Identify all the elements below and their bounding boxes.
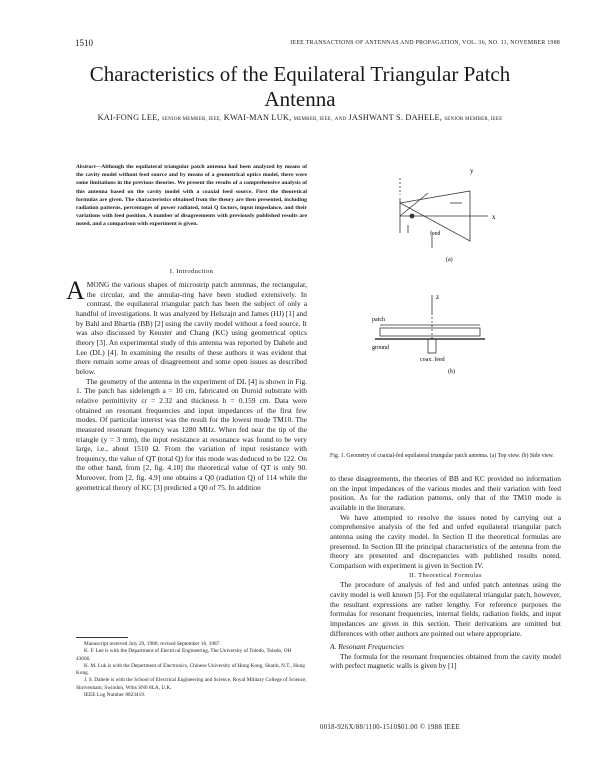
footnote-received: Manuscript received July 29, 1986; revised September 16, 1987. bbox=[84, 641, 221, 647]
author-line bbox=[60, 113, 540, 122]
sidelength-line bbox=[400, 193, 428, 216]
copyright-line: 0018-926X/88/1100-1510$01.00 © 1988 IEEE bbox=[320, 724, 460, 731]
footnote-log: IEEE Log Number 8823419. bbox=[84, 692, 146, 699]
footnote-luk: K. M. Luk is with the Department of Electronics, Chinese University of Hong Kong, Shatin, N.T., Hong Kong. bbox=[76, 662, 305, 677]
right-column-body bbox=[330, 474, 561, 671]
footnote-lee: K. F. Lee is with the Department of Electrical Engineering, The University of Toledo, Toledo, OH 43606. bbox=[76, 648, 292, 662]
section-1-heading: I. Introduction bbox=[169, 268, 214, 275]
author-dahele-grade: SENIOR MEMBER, IEEE bbox=[444, 117, 503, 122]
author-dahele: JASHWANT S. DAHELE, bbox=[348, 113, 443, 122]
footnote-dahele: J. S. Dahele is with the School of Electrical Engineering and Science, Royal Military College of Science, Shrivenham, Swindon, Wilts SN6 8LA, U.K. bbox=[76, 677, 307, 691]
author-luk-grade: MEMBER, IEEE, bbox=[293, 117, 333, 122]
page-number: 1510 bbox=[75, 38, 93, 48]
abstract-label: Abstract bbox=[76, 164, 96, 170]
author-luk: KWAI-MAN LUK, bbox=[223, 113, 292, 122]
abstract-text: —Although the equilateral triangular patch antenna had been analyzed by means of the cavity model without feed source and by means of a geometrical optics model, there were some limitations in the previous theories. We present the results of a comprehensive analysis of this antenna based on the cavity model with a coaxial feed source. First the theoretical formulas are given. The characteristics obtained from the theory are then presented, including radiation patterns, percentages of power radiated, total Q factors, input impedance, and their variations with feed position. A number of disagreements with previously published results are noted, and a comparison with experiment is given. bbox=[76, 164, 307, 228]
label-b: (b) bbox=[448, 369, 455, 375]
coax-connector bbox=[428, 339, 436, 353]
label-feed: feed bbox=[430, 231, 441, 237]
label-z: z bbox=[436, 293, 440, 301]
right-paragraph-3: The procedure of analysis of fed and unfed patch antennas using the cavity model is well known [5]. For the equilateral triangular patch, however, the resultant expressions are rather lengthy. For reference purposes the formulas for resonant frequencies, internal fields, radiation fields, and input impedances are given in this section. Their derivations are omitted but differences with other authors are pointed out where appropriate. bbox=[330, 580, 561, 638]
author-and: AND bbox=[334, 117, 347, 122]
right-paragraph-2: We have attempted to resolve the issues noted by carrying out a comprehensive analysis of the fed and unfed equilateral triangular patch antenna using the cavity model. In Section II the theoretical formulas are presented. In Section III the principal characteristics of the antenna from the theory are presented and discrepancies with published results noted. Comparison with experiment is given in Section IV. bbox=[330, 512, 561, 570]
label-a: (a) bbox=[446, 257, 453, 263]
intro-paragraph-1: MONG the various shapes of microstrip patch antennas, the rectangular, the circular, and the annular-ring have been studied extensively. In contrast, the equilateral triangular patch has been the subject of only a handful of investigations. It was analyzed by Helszajn and James (HJ) [1] and by Bahl and Bhartia (BB) [2] using the cavity model without a feed source. It was also discussed by Keuster and Chang (KC) using geometrical optics theory [3]. An experimental study of this antenna was reported by Dahele and Lee (DL) [4]. In examining the results of these authors it was evident that there remain some areas of disagreement and some open issues as described below. bbox=[76, 280, 307, 376]
author-lee: KAI-FONG LEE, bbox=[97, 113, 160, 122]
substrate bbox=[380, 328, 480, 336]
figure-1 bbox=[370, 163, 530, 453]
drop-cap: A bbox=[66, 276, 85, 305]
right-paragraph-1: to these disagreements, the theories of BB and KC provided no information on the input impedances of the various modes and their variation with feed position. As for the radiation patterns, only that of the TM10 mode is available in the literature. bbox=[330, 474, 561, 512]
subsection-a-heading: A. Resonant Frequencies bbox=[330, 642, 404, 652]
label-coax-feed: coax. feed bbox=[420, 357, 445, 363]
intro-paragraph-2: The geometry of the antenna in the experiment of DL [4] is shown in Fig. 1. The patch has sidelength a = 10 cm, fabricated on Duroid substrate with relative permittivity εr = 2.32 and thickness h = 0.159 cm. Data were obtained on resonant frequencies and input impedances of the first few modes. Of particular interest was the result for the lowest mode TM10. The measured resonant frequency was 1280 MHz. When fed near the tip of the triangle (y = 3 mm), the input resistance at resonance was found to be very large, i.e., about 1510 Ω. From the variation of input resistance with frequency, the value of QT (total Q) for this mode was deduced to be 122. On the other hand, from [2, fig. 4.10] the theoretical value of QT is only 90. Moreover, from [2, fig. 4.9] one obtains a Q0 (radiation Q) of 114 while the geometrical theory of KC [3] predicted a Q0 of 75. In addition bbox=[76, 376, 307, 492]
label-patch: patch bbox=[372, 317, 385, 323]
feed-point bbox=[410, 214, 414, 218]
section-2-heading: II. Theoretical Formulas bbox=[409, 571, 482, 579]
figure-1a-top-view bbox=[400, 178, 488, 248]
figure-1b-side-view bbox=[375, 295, 485, 353]
label-ground: ground bbox=[372, 345, 389, 351]
journal-header: IEEE TRANSACTIONS OF ANTENNAS AND PROPAGATION, VOL. 36, NO. 11, NOVEMBER 1988 bbox=[290, 40, 560, 46]
left-column-body bbox=[66, 276, 307, 492]
paper-title: Characteristics of the Equilateral Triangular Patch Antenna bbox=[89, 62, 511, 111]
label-y-top: y bbox=[470, 167, 474, 175]
footnotes bbox=[76, 641, 307, 699]
abstract bbox=[76, 163, 307, 229]
footnote-rule bbox=[76, 637, 128, 638]
label-x-top: x bbox=[492, 213, 496, 221]
author-lee-grade: SENIOR MEMBER, IEEE, bbox=[161, 117, 222, 122]
right-paragraph-4: The formula for the resonant frequencies obtained from the cavity model with perfect magnetic walls is given by [1] bbox=[330, 651, 561, 671]
figure-1-caption: Fig. 1. Geometry of coaxial-fed equilateral triangular patch antenna. (a) Top view. (b) Side view. bbox=[330, 453, 554, 459]
